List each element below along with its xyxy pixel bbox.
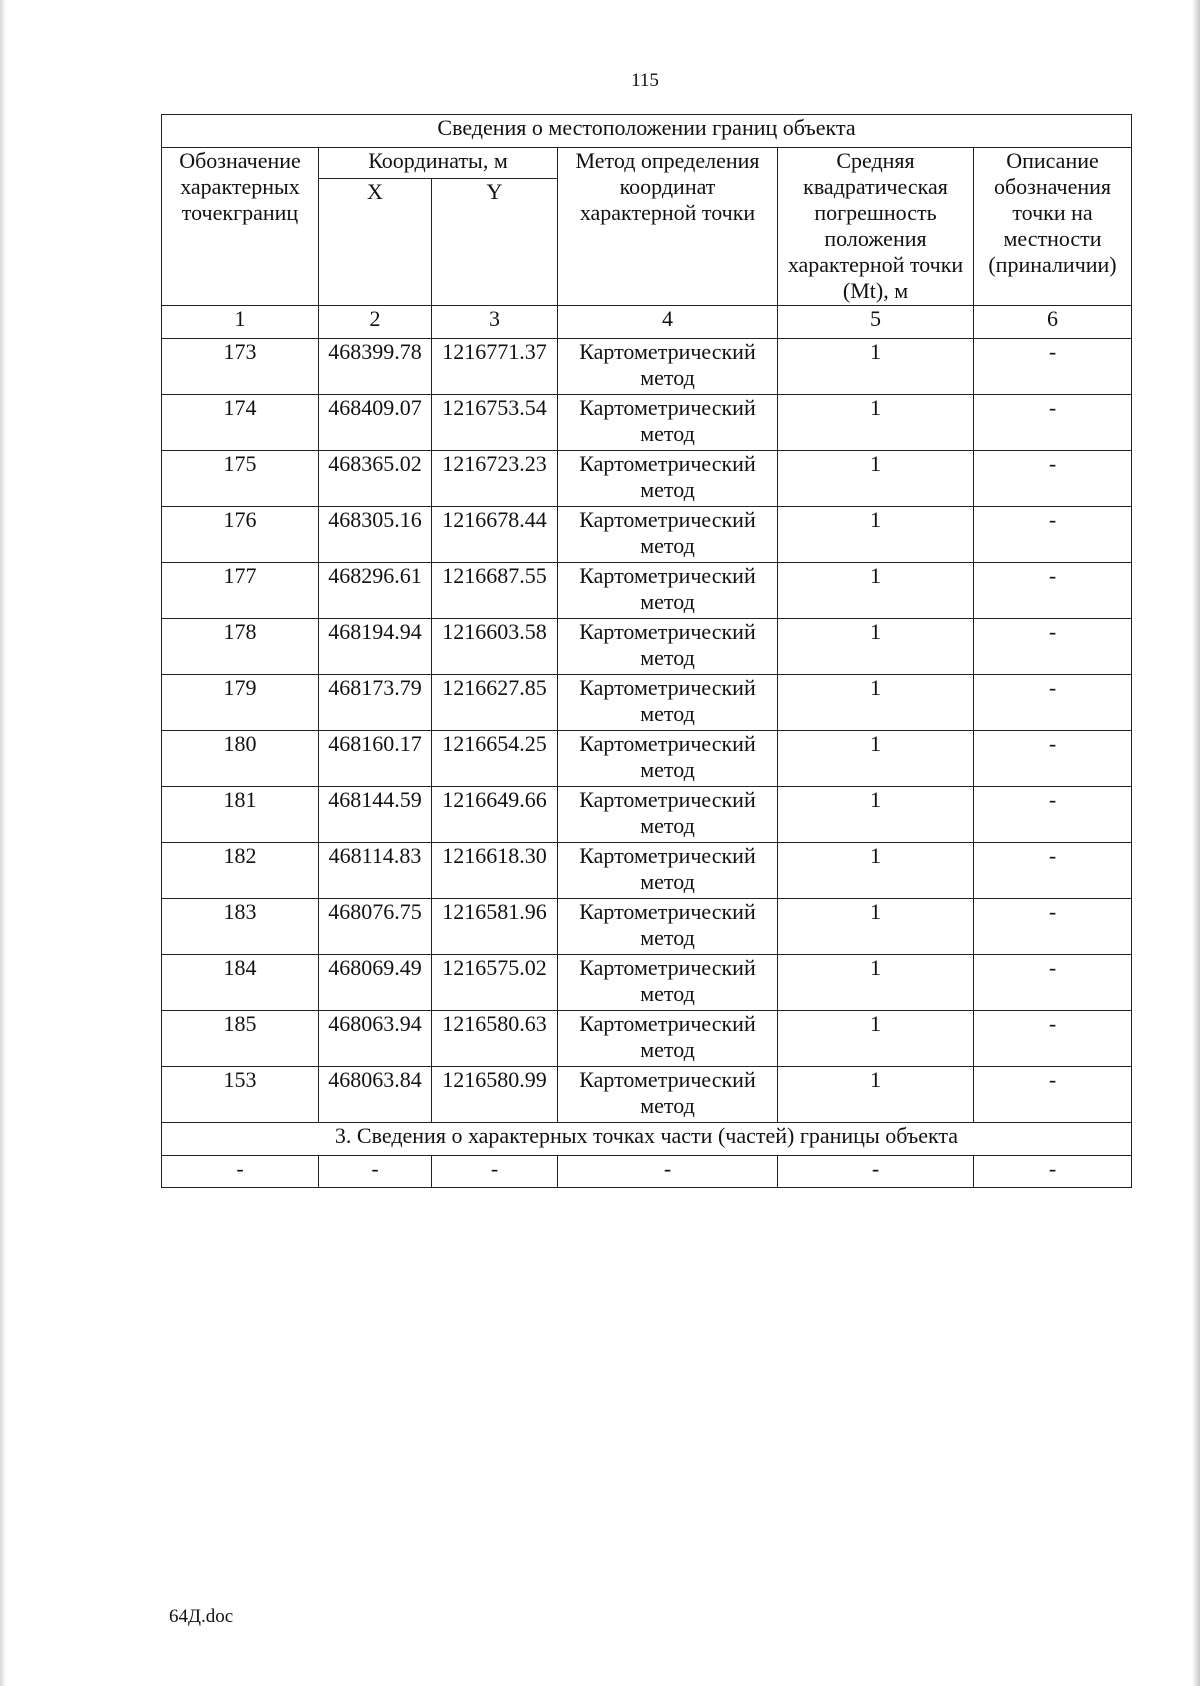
cell-description: - (974, 675, 1132, 731)
cell-description: - (974, 1067, 1132, 1123)
table-row (162, 731, 1132, 787)
table-row (162, 1011, 1132, 1067)
boundary-coordinates-table (161, 114, 1132, 1188)
cell-method: Картометрический метод (558, 899, 778, 955)
cell-point: 176 (162, 507, 319, 563)
cell-description: - (974, 787, 1132, 843)
empty-cell: - (778, 1156, 974, 1188)
cell-point: 183 (162, 899, 319, 955)
table-row (162, 955, 1132, 1011)
column-number: 5 (778, 306, 974, 339)
cell-description: - (974, 731, 1132, 787)
cell-method: Картометрический метод (558, 955, 778, 1011)
table-row (162, 675, 1132, 731)
table-row (162, 843, 1132, 899)
cell-description: - (974, 339, 1132, 395)
header-y: Y (432, 179, 558, 306)
table-row (162, 563, 1132, 619)
cell-method: Картометрический метод (558, 507, 778, 563)
cell-x: 468365.02 (319, 451, 432, 507)
cell-method: Картометрический метод (558, 1067, 778, 1123)
empty-cell: - (974, 1156, 1132, 1188)
cell-point: 173 (162, 339, 319, 395)
table-row (162, 899, 1132, 955)
cell-y: 1216654.25 (432, 731, 558, 787)
cell-description: - (974, 619, 1132, 675)
header-description: Описание обозначения точки на местности (приналичии) (974, 148, 1132, 306)
cell-point: 184 (162, 955, 319, 1011)
cell-y: 1216581.96 (432, 899, 558, 955)
cell-point: 174 (162, 395, 319, 451)
cell-x: 468063.84 (319, 1067, 432, 1123)
cell-point: 180 (162, 731, 319, 787)
cell-y: 1216580.63 (432, 1011, 558, 1067)
header-x: X (319, 179, 432, 306)
table-row (162, 619, 1132, 675)
cell-description: - (974, 1011, 1132, 1067)
empty-cell: - (432, 1156, 558, 1188)
cell-point: 153 (162, 1067, 319, 1123)
cell-x: 468409.07 (319, 395, 432, 451)
empty-cell: - (558, 1156, 778, 1188)
cell-y: 1216575.02 (432, 955, 558, 1011)
header-method: Метод определения координат характерной точки (558, 148, 778, 306)
cell-y: 1216618.30 (432, 843, 558, 899)
cell-error: 1 (778, 787, 974, 843)
cell-method: Картометрический метод (558, 619, 778, 675)
cell-y: 1216753.54 (432, 395, 558, 451)
header-coordinates: Координаты, м (319, 148, 558, 179)
cell-error: 1 (778, 507, 974, 563)
cell-x: 468114.83 (319, 843, 432, 899)
section-3-row (162, 1123, 1132, 1156)
footer-file-name: 64Д.doc (169, 1606, 234, 1627)
cell-y: 1216603.58 (432, 619, 558, 675)
cell-method: Картометрический метод (558, 1011, 778, 1067)
cell-x: 468399.78 (319, 339, 432, 395)
cell-error: 1 (778, 843, 974, 899)
cell-y: 1216649.66 (432, 787, 558, 843)
column-number: 6 (974, 306, 1132, 339)
column-number: 2 (319, 306, 432, 339)
cell-point: 179 (162, 675, 319, 731)
cell-x: 468069.49 (319, 955, 432, 1011)
cell-method: Картометрический метод (558, 563, 778, 619)
cell-error: 1 (778, 395, 974, 451)
cell-y: 1216678.44 (432, 507, 558, 563)
cell-method: Картометрический метод (558, 843, 778, 899)
table-row (162, 507, 1132, 563)
cell-method: Картометрический метод (558, 787, 778, 843)
table-title: Сведения о местоположении границ объекта (162, 115, 1132, 148)
table-title-row (162, 115, 1132, 148)
cell-point: 175 (162, 451, 319, 507)
cell-point: 185 (162, 1011, 319, 1067)
cell-x: 468144.59 (319, 787, 432, 843)
cell-description: - (974, 955, 1132, 1011)
cell-x: 468296.61 (319, 563, 432, 619)
cell-point: 181 (162, 787, 319, 843)
cell-error: 1 (778, 339, 974, 395)
table-row (162, 451, 1132, 507)
header-row-1 (162, 148, 1132, 179)
scan-edge-right (1192, 0, 1200, 1686)
cell-y: 1216771.37 (432, 339, 558, 395)
cell-x: 468305.16 (319, 507, 432, 563)
cell-y: 1216723.23 (432, 451, 558, 507)
cell-method: Картометрический метод (558, 395, 778, 451)
table-row (162, 1067, 1132, 1123)
cell-description: - (974, 507, 1132, 563)
cell-y: 1216580.99 (432, 1067, 558, 1123)
cell-error: 1 (778, 731, 974, 787)
cell-y: 1216687.55 (432, 563, 558, 619)
cell-description: - (974, 899, 1132, 955)
table-row (162, 787, 1132, 843)
cell-point: 178 (162, 619, 319, 675)
section-3-empty-row (162, 1156, 1132, 1188)
cell-error: 1 (778, 451, 974, 507)
cell-error: 1 (778, 1067, 974, 1123)
cell-method: Картометрический метод (558, 339, 778, 395)
cell-method: Картометрический метод (558, 675, 778, 731)
cell-error: 1 (778, 619, 974, 675)
cell-description: - (974, 395, 1132, 451)
cell-x: 468173.79 (319, 675, 432, 731)
cell-method: Картометрический метод (558, 731, 778, 787)
table-row (162, 339, 1132, 395)
cell-description: - (974, 563, 1132, 619)
cell-error: 1 (778, 899, 974, 955)
column-number: 3 (432, 306, 558, 339)
header-point-designation: Обозначение характерных точекграниц (162, 148, 319, 306)
cell-error: 1 (778, 675, 974, 731)
cell-error: 1 (778, 1011, 974, 1067)
column-number-row (162, 306, 1132, 339)
cell-error: 1 (778, 563, 974, 619)
header-mean-error: Средняя квадратическая погрешность положения характерной точки (Mt), м (778, 148, 974, 306)
cell-point: 177 (162, 563, 319, 619)
cell-x: 468160.17 (319, 731, 432, 787)
empty-cell: - (162, 1156, 319, 1188)
cell-y: 1216627.85 (432, 675, 558, 731)
page-number: 115 (631, 70, 659, 91)
column-number: 1 (162, 306, 319, 339)
column-number: 4 (558, 306, 778, 339)
table-row (162, 395, 1132, 451)
cell-description: - (974, 843, 1132, 899)
cell-x: 468063.94 (319, 1011, 432, 1067)
cell-description: - (974, 451, 1132, 507)
section-3-title: 3. Сведения о характерных точках части (частей) границы объекта (162, 1123, 1132, 1156)
cell-method: Картометрический метод (558, 451, 778, 507)
cell-point: 182 (162, 843, 319, 899)
scan-edge-left (0, 0, 6, 1686)
cell-x: 468076.75 (319, 899, 432, 955)
cell-x: 468194.94 (319, 619, 432, 675)
empty-cell: - (319, 1156, 432, 1188)
cell-error: 1 (778, 955, 974, 1011)
